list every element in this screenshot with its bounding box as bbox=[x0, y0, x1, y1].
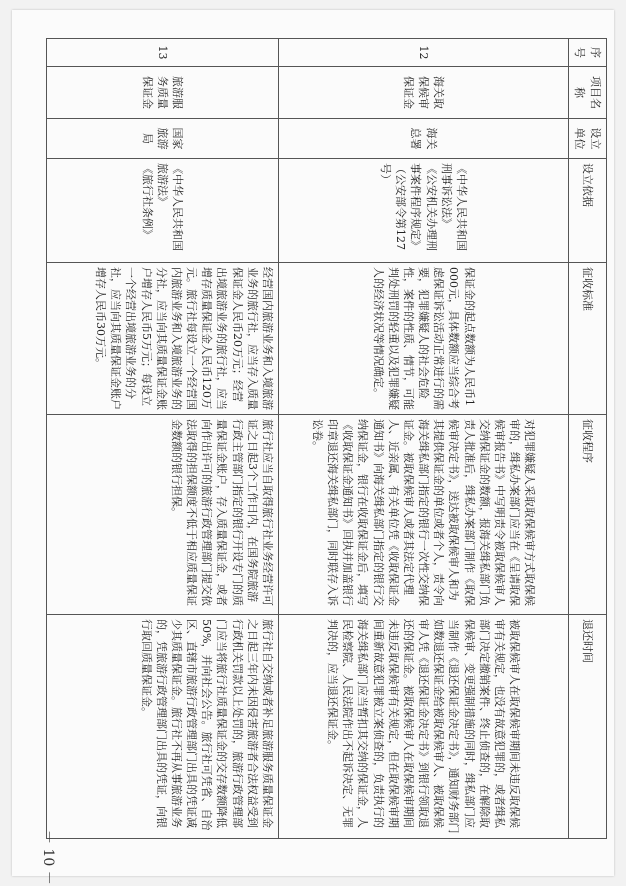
document-page bbox=[12, 10, 614, 885]
basis-law: 《旅行社条例》 bbox=[140, 163, 154, 240]
header-unit: 设立单位 bbox=[569, 119, 607, 159]
header-name: 项目名称 bbox=[569, 67, 607, 119]
header-basis: 设立依据 bbox=[569, 159, 607, 263]
row-standard: 保证金的起点数额为人民币1000元，具体数额应当综合考虑保证诉讼活动正常进行的需要，犯罪嫌疑人的社会危险性，案件的性质、情节，可能判处刑罚的轻重以及犯罪嫌疑人的经济状况等情况确定。 bbox=[279, 263, 569, 415]
row-refund: 旅行社自交纳或者补足旅游服务质量保证金之日起三年内未因侵害旅游者合法权益受到行政机关罚款以上处罚的，旅游行政管理部门应当将旅行社质量保证金的交存数额降低50%，并向社会公告。旅行社可凭省、自治区、直辖市旅游行政管理部门出具的凭证减少其质量保证金。旅行社不再从事旅游业务的，凭旅游行政管理部门出具的凭证，向银行取回质量保证金。 bbox=[47, 615, 279, 839]
row-unit: 海关总署 bbox=[279, 119, 569, 159]
header-row bbox=[569, 39, 607, 839]
row-basis bbox=[47, 159, 279, 263]
row-name: 旅游服务质量保证金 bbox=[47, 67, 279, 119]
table-row bbox=[279, 39, 569, 839]
row-procedure: 对犯罪嫌疑人采取取保候审方式取保候审的，缉私办案部门应当在《呈请取保候审报告书》中写明责令被取保候审人交纳保证金的数额，报海关缉私部门负责人批准后，缉私办案部门制作《取保候审决定书》，送达被取保候审人和为其提供保证金的单位或者个人，责令向海关缉私部门指定的银行一次性交纳保证金。被取保候审人或者其法定代理人、近亲属、有关单位凭《收取保证金通知书》向海关缉私部门指定的银行交纳保证金，银行在收取保证金后，填写《收取保证金通知书》回执并加盖银行印章退还海关缉私部门，同时联存入诉讼卷。 bbox=[279, 415, 569, 615]
row-no: 12 bbox=[279, 39, 569, 67]
row-no: 13 bbox=[47, 39, 279, 67]
row-refund: 被取保候审人在取保候审期间未违反取保候审有关规定，也没有故意犯罪的，或者缉私部门决定撤销案件、终止侦查的，在解除取保候审、变更强制措施的同时，缉私部门应当制作《退还保证金决定书》，通知财务部门如数退还保证金给被取保候审人、被取保候审人凭《退还保证金决定书》到银行领取退还的保证金。被取保候审人在取保候审期间未违反取保候审有关规定，但在取保候审期间重新故意犯罪被立案侦查的，负责执行的海关缉私部门应当暂扣其交纳的保证金，人民检察院、人民法院作出不起诉决定、无罪判决的，应当退还保证金。 bbox=[279, 615, 569, 839]
header-no: 序号 bbox=[569, 39, 607, 67]
row-standard: 经营国内旅游业务和入境旅游业务的旅行社，应当存入质量保证金人民币20万元；经营出境旅游业务的旅行社，应当增存质量保证金人民币120万元。旅行社每设立一个经营国内旅游业务和入境旅游业务的分社，应当向其质量保证金账户增存人民币5万元；每设立一个经营出境旅游业务的分社，应当向其质量保证金账户增存人民币30万元。 bbox=[47, 263, 279, 415]
row-procedure: 旅行社应当自取得旅行社业务经营许可证之日起3个工作日内，在国务院旅游行政主管部门指定的银行开设专门的质量保证金账户，存入质量保证金，或者向作出许可的旅游行政管理部门提交依法取得的担保额度不低于相应质量保证金数额的银行担保。 bbox=[47, 415, 279, 615]
row-unit: 国家旅游局 bbox=[47, 119, 279, 159]
rotated-table-container bbox=[47, 38, 607, 838]
row-basis bbox=[279, 159, 569, 263]
header-refund: 退还时间 bbox=[569, 615, 607, 839]
table-row bbox=[47, 39, 279, 839]
basis-law: 《中华人民共和国刑事诉讼法》 bbox=[439, 163, 469, 251]
header-procedure: 征收程序 bbox=[569, 415, 607, 615]
header-standard: 征收标准 bbox=[569, 263, 607, 415]
basis-law: 《公安机关办理刑事案件程序规定》（公安部令第127号） bbox=[379, 163, 438, 251]
basis-law: 《中华人民共和国旅游法》 bbox=[156, 163, 185, 251]
page-number: － 10 － bbox=[40, 830, 56, 885]
fee-table bbox=[46, 38, 607, 839]
row-name: 海关取保候审保证金 bbox=[279, 67, 569, 119]
